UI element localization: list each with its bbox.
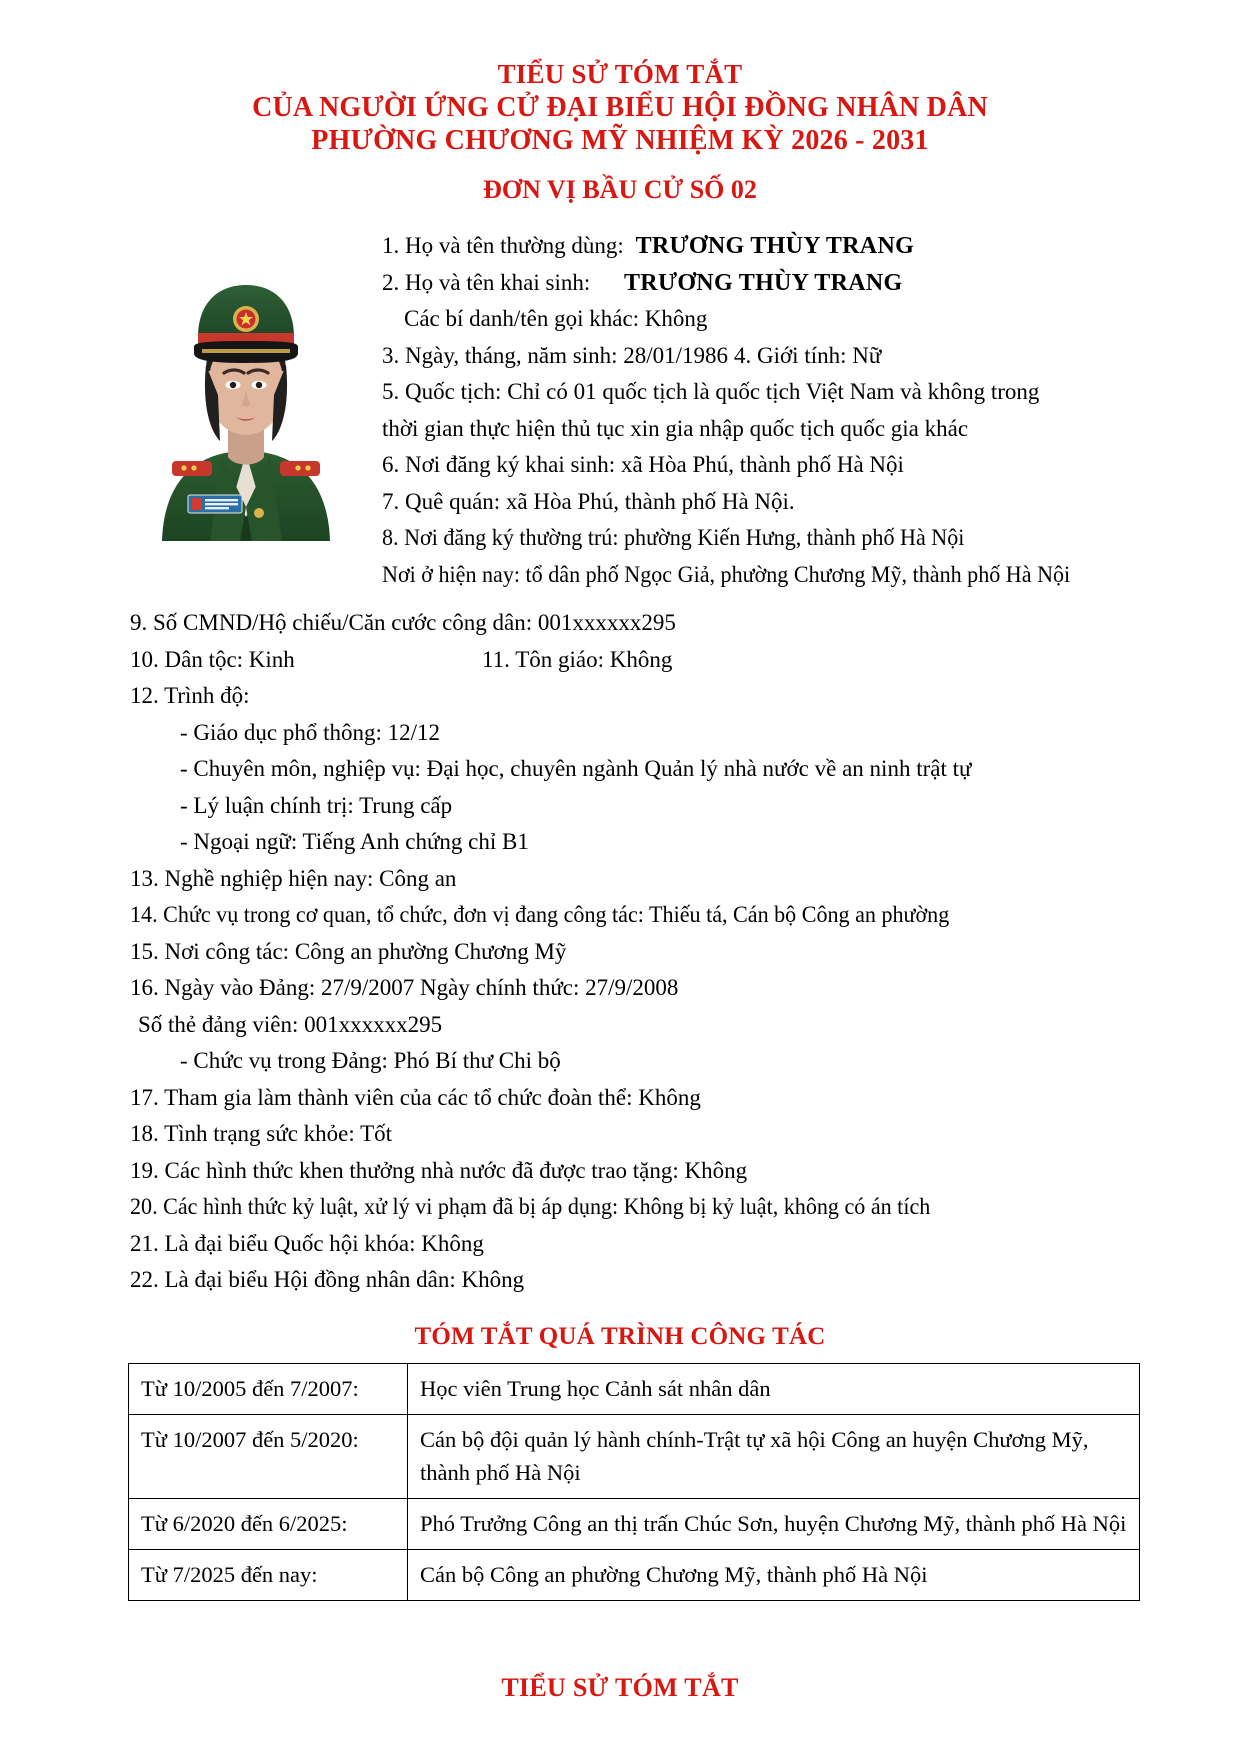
field-aliases: Các bí danh/tên gọi khác: Không: [404, 306, 708, 331]
work-period: Từ 7/2025 đến nay:: [129, 1549, 408, 1600]
field-political-theory: - Lý luận chính trị: Trung cấp: [180, 792, 453, 818]
field-birth-registration-place: 6. Nơi đăng ký khai sinh: xã Hòa Phú, thành phố Hà Nội: [382, 452, 904, 477]
work-history-table: [128, 1363, 1140, 1601]
field-hometown: 7. Quê quán: xã Hòa Phú, thành phố Hà Nội.: [382, 488, 795, 514]
field-health-status: 18. Tình trạng sức khỏe: Tốt: [130, 1121, 393, 1146]
table-row: [129, 1498, 1140, 1549]
work-description: Cán bộ đội quản lý hành chính-Trật tự xã hội Công an huyện Chương Mỹ, thành phố Hà Nội: [408, 1414, 1140, 1498]
field-gender: 4. Giới tính: Nữ: [734, 342, 882, 368]
work-description: Phó Trưởng Công an thị trấn Chúc Sơn, huyện Chương Mỹ, thành phố Hà Nội: [408, 1498, 1140, 1549]
field-current-residence: [382, 557, 1188, 594]
field-position-at-work: [130, 897, 1188, 934]
work-history-title: TÓM TẮT QUÁ TRÌNH CÔNG TÁC: [414, 1322, 826, 1350]
field-general-education: - Giáo dục phổ thông: 12/12: [180, 719, 440, 745]
field-id-number: 9. Số CMND/Hộ chiếu/Căn cước công dân: 001xxxxxx295: [130, 610, 676, 635]
footer-title: TIỂU SỬ TÓM TẮT: [501, 1672, 739, 1702]
field-position-at-work-text: 14. Chức vụ trong cơ quan, tổ chức, đơn vị đang công tác: Thiếu tá, Cán bộ Công an phường: [130, 902, 950, 927]
field-common-name: [382, 228, 1188, 265]
table-row: [129, 1414, 1140, 1498]
field-foreign-language: - Ngoại ngữ: Tiếng Anh chứng chỉ B1: [180, 829, 529, 854]
field-disciplinary-actions: [130, 1189, 1188, 1226]
field-date-of-birth: 3. Ngày, tháng, năm sinh: 28/01/1986: [382, 342, 729, 368]
field-birth-name-label: 2. Họ và tên khai sinh:: [382, 269, 591, 295]
table-row: [129, 1363, 1140, 1414]
field-religion: 11. Tôn giáo: Không: [482, 646, 673, 672]
field-permanent-residence: [382, 520, 1188, 557]
field-common-name-label: 1. Họ và tên thường dùng:: [382, 233, 624, 258]
work-period: Từ 10/2007 đến 5/2020:: [129, 1414, 408, 1498]
field-nationality-line-1: 5. Quốc tịch: Chỉ có 01 quốc tịch là quốc tịch Việt Nam và không trong: [382, 379, 1040, 404]
field-party-position: - Chức vụ trong Đảng: Phó Bí thư Chi bộ: [180, 1048, 561, 1073]
field-current-occupation: 13. Nghề nghiệp hiện nay: Công an: [130, 865, 457, 891]
header-title-line-2: CỦA NGƯỜI ỨNG CỬ ĐẠI BIỂU HỘI ĐỒNG NHÂN DÂN: [252, 92, 988, 123]
field-party-join-dates: 16. Ngày vào Đảng: 27/9/2007 Ngày chính thức: 27/9/2008: [130, 975, 679, 1000]
header-title-line-1: TIỂU SỬ TÓM TẮT: [497, 59, 743, 89]
header-electoral-unit: ĐƠN VỊ BẦU CỬ SỐ 02: [483, 175, 757, 204]
work-period: Từ 6/2020 đến 6/2025:: [129, 1498, 408, 1549]
biography-fields: [0, 228, 1240, 1299]
field-education-heading: 12. Trình độ:: [130, 683, 250, 708]
field-ethnicity-religion-row: [130, 642, 1188, 679]
work-period: Từ 10/2005 đến 7/2007:: [129, 1363, 408, 1414]
field-workplace: 15. Nơi công tác: Công an phường Chương Mỹ: [130, 938, 567, 964]
field-current-residence-text: Nơi ở hiện nay: tổ dân phố Ngọc Giả, phường Chương Mỹ, thành phố Hà Nội: [382, 561, 1071, 587]
work-description: Học viên Trung học Cảnh sát nhân dân: [408, 1363, 1140, 1414]
document-header: [0, 0, 1240, 206]
field-organization-membership: 17. Tham gia làm thành viên của các tổ chức đoàn thể: Không: [130, 1084, 701, 1110]
field-ethnicity: 10. Dân tộc: Kinh: [130, 646, 295, 672]
table-row: [129, 1549, 1140, 1600]
field-state-awards: 19. Các hình thức khen thưởng nhà nước đã được trao tặng: Không: [130, 1157, 748, 1183]
field-permanent-residence-text: 8. Nơi đăng ký thường trú: phường Kiến Hưng, thành phố Hà Nội: [382, 525, 965, 550]
field-party-card-number: Số thẻ đảng viên: 001xxxxxx295: [138, 1011, 443, 1037]
field-dob-gender-row: [382, 338, 1188, 375]
field-common-name-value: TRƯƠNG THÙY TRANG: [635, 233, 915, 259]
field-professional-qualification: - Chuyên môn, nghiệp vụ: Đại học, chuyên ngành Quản lý nhà nước về an ninh trật tự: [180, 756, 972, 781]
field-birth-name: [382, 265, 1188, 302]
field-disciplinary-actions-text: 20. Các hình thức kỷ luật, xử lý vi phạm đã bị áp dụng: Không bị kỷ luật, không có án tích: [130, 1194, 931, 1219]
field-birth-name-value: TRƯƠNG THÙY TRANG: [624, 269, 903, 296]
field-national-assembly-delegate: 21. Là đại biểu Quốc hội khóa: Không: [130, 1230, 484, 1256]
field-nationality-line-2: thời gian thực hiện thủ tục xin gia nhập quốc tịch quốc gia khác: [382, 415, 969, 441]
work-description: Cán bộ Công an phường Chương Mỹ, thành phố Hà Nội: [408, 1549, 1140, 1600]
field-peoples-council-delegate: 22. Là đại biểu Hội đồng nhân dân: Không: [130, 1267, 525, 1292]
header-title-line-3: PHƯỜNG CHƯƠNG MỸ NHIỆM KỲ 2026 - 2031: [311, 125, 929, 156]
